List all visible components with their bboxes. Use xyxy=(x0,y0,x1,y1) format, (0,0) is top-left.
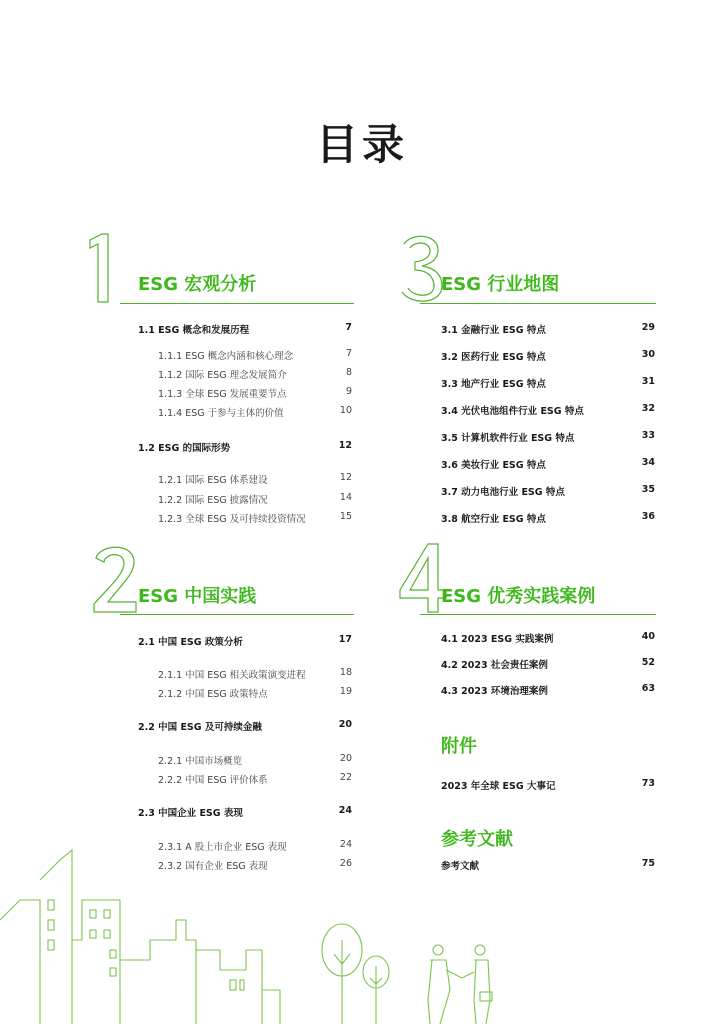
toc-entry-page: 35 xyxy=(641,484,655,495)
toc-entry-page: 31 xyxy=(641,376,655,387)
toc-subentry[interactable] xyxy=(158,753,352,767)
toc-entry-label: 3.2 医药行业 ESG 特点 xyxy=(441,352,546,363)
toc-entry-label: 4.2 2023 社会责任案例 xyxy=(441,660,548,671)
toc-entry-label: 1.2 ESG 的国际形势 xyxy=(138,443,231,454)
page-title: 目录 xyxy=(315,120,408,169)
toc-entry-page: 8 xyxy=(345,367,352,378)
toc-entry[interactable] xyxy=(441,484,655,498)
toc-entry-page: 26 xyxy=(339,858,352,869)
toc-entry-page: 34 xyxy=(641,457,655,468)
city-skyline-illustration xyxy=(0,840,724,1024)
toc-entry-label: 3.4 光伏电池组件行业 ESG 特点 xyxy=(441,406,584,417)
toc-subentry[interactable] xyxy=(158,386,352,400)
toc-entry[interactable] xyxy=(138,322,352,336)
toc-entry-label: 2.3 中国企业 ESG 表现 xyxy=(138,808,243,819)
toc-entry-page: 30 xyxy=(641,349,655,360)
toc-entry-page: 12 xyxy=(339,472,352,483)
appendix-heading: 附件 xyxy=(441,736,477,757)
references-heading: 参考文献 xyxy=(441,829,513,850)
toc-entry-label: 3.6 美妆行业 ESG 特点 xyxy=(441,460,546,471)
section-divider-1 xyxy=(120,303,354,304)
toc-entry-label: 2.1.2 中国 ESG 政策特点 xyxy=(158,689,268,700)
toc-entry-label: 2.3.2 国有企业 ESG 表现 xyxy=(158,861,268,872)
toc-entry-label: 3.3 地产行业 ESG 特点 xyxy=(441,379,546,390)
section-number-1-outline xyxy=(88,232,128,304)
toc-entry-label: 2023 年全球 ESG 大事记 xyxy=(441,781,556,792)
toc-entry-page: 32 xyxy=(641,403,655,414)
toc-entry[interactable] xyxy=(138,805,352,819)
toc-entry-label: 3.5 计算机软件行业 ESG 特点 xyxy=(441,433,575,444)
toc-entry-page: 12 xyxy=(338,440,352,451)
toc-entry-label: 2.2.2 中国 ESG 评价体系 xyxy=(158,775,268,786)
toc-entry-page: 10 xyxy=(339,405,352,416)
toc-entry-label: 2.2 中国 ESG 及可持续金融 xyxy=(138,722,262,733)
toc-entry[interactable] xyxy=(441,657,655,671)
toc-entry-label: 2.1 中国 ESG 政策分析 xyxy=(138,637,243,648)
toc-entry-label: 1.2.2 国际 ESG 披露情况 xyxy=(158,495,268,506)
toc-entry-label: 3.7 动力电池行业 ESG 特点 xyxy=(441,487,565,498)
toc-entry-page: 33 xyxy=(641,430,655,441)
toc-entry-label: 1.1 ESG 概念和发展历程 xyxy=(138,325,250,336)
toc-subentry[interactable] xyxy=(158,511,352,525)
toc-entry[interactable] xyxy=(441,322,655,336)
toc-entry-label: 2.2.1 中国市场概览 xyxy=(158,756,243,767)
toc-entry-page: 9 xyxy=(345,386,352,397)
toc-entry[interactable] xyxy=(441,511,655,525)
toc-entry[interactable] xyxy=(441,631,655,645)
section-title-4: ESG 优秀实践案例 xyxy=(441,586,596,607)
toc-entry-page: 29 xyxy=(641,322,655,333)
toc-entry-page: 7 xyxy=(345,322,352,333)
toc-entry-page: 24 xyxy=(339,839,352,850)
toc-subentry[interactable] xyxy=(158,492,352,506)
toc-entry[interactable] xyxy=(441,376,655,390)
toc-entry[interactable] xyxy=(138,440,352,454)
toc-subentry[interactable] xyxy=(158,472,352,486)
toc-entry-label: 3.8 航空行业 ESG 特点 xyxy=(441,514,546,525)
section-divider-2 xyxy=(120,614,354,615)
section-title-3: ESG 行业地图 xyxy=(441,274,560,295)
toc-entry-label: 1.1.3 全球 ESG 发展重要节点 xyxy=(158,389,287,400)
toc-entry-label: 3.1 金融行业 ESG 特点 xyxy=(441,325,546,336)
toc-entry-page: 36 xyxy=(641,511,655,522)
toc-subentry[interactable] xyxy=(158,348,352,362)
toc-entry-page: 7 xyxy=(345,348,352,359)
toc-entry[interactable] xyxy=(441,430,655,444)
toc-entry-page: 20 xyxy=(338,719,352,730)
toc-entry[interactable] xyxy=(138,719,352,733)
section-title-1: ESG 宏观分析 xyxy=(138,274,257,295)
toc-subentry[interactable] xyxy=(158,772,352,786)
toc-entry-page: 52 xyxy=(641,657,655,668)
toc-entry[interactable] xyxy=(441,683,655,697)
toc-subentry[interactable] xyxy=(158,367,352,381)
section-divider-4 xyxy=(420,614,656,615)
section-divider-3 xyxy=(420,303,656,304)
section-title-2: ESG 中国实践 xyxy=(138,586,257,607)
toc-entry[interactable] xyxy=(138,634,352,648)
toc-entry[interactable] xyxy=(441,403,655,417)
toc-entry-page: 73 xyxy=(641,778,655,789)
toc-entry-appendix[interactable] xyxy=(441,778,655,792)
toc-entry[interactable] xyxy=(441,349,655,363)
toc-entry-page: 17 xyxy=(338,634,352,645)
toc-subentry[interactable] xyxy=(158,667,352,681)
toc-entry-page: 63 xyxy=(641,683,655,694)
toc-entry-label: 1.1.1 ESG 概念内涵和核心理念 xyxy=(158,351,294,362)
toc-entry-label: 1.1.2 国际 ESG 理念发展简介 xyxy=(158,370,287,381)
toc-entry-label: 2.3.1 A 股上市企业 ESG 表现 xyxy=(158,842,287,853)
toc-entry-label: 1.2.3 全球 ESG 及可持续投资情况 xyxy=(158,514,306,525)
toc-entry-page: 14 xyxy=(339,492,352,503)
toc-entry[interactable] xyxy=(441,457,655,471)
toc-entry-page: 24 xyxy=(338,805,352,816)
toc-entry-label: 4.1 2023 ESG 实践案例 xyxy=(441,634,554,645)
toc-entry-label: 1.1.4 ESG 于参与主体的价值 xyxy=(158,408,284,419)
toc-entry-label: 1.2.1 国际 ESG 体系建设 xyxy=(158,475,268,486)
toc-entry-page: 18 xyxy=(339,667,352,678)
toc-subentry[interactable] xyxy=(158,405,352,419)
section-number-2-outline xyxy=(92,542,142,614)
toc-entry-label: 2.1.1 中国 ESG 相关政策演变进程 xyxy=(158,670,306,681)
toc-entry-page: 22 xyxy=(339,772,352,783)
toc-entry-page: 15 xyxy=(339,511,352,522)
toc-entry-page: 40 xyxy=(641,631,655,642)
toc-subentry[interactable] xyxy=(158,686,352,700)
toc-entry-page: 75 xyxy=(641,858,655,869)
toc-entry-page: 20 xyxy=(339,753,352,764)
toc-entry-label: 4.3 2023 环境治理案例 xyxy=(441,686,548,697)
toc-entry-label: 参考文献 xyxy=(441,861,480,872)
toc-entry-page: 19 xyxy=(339,686,352,697)
